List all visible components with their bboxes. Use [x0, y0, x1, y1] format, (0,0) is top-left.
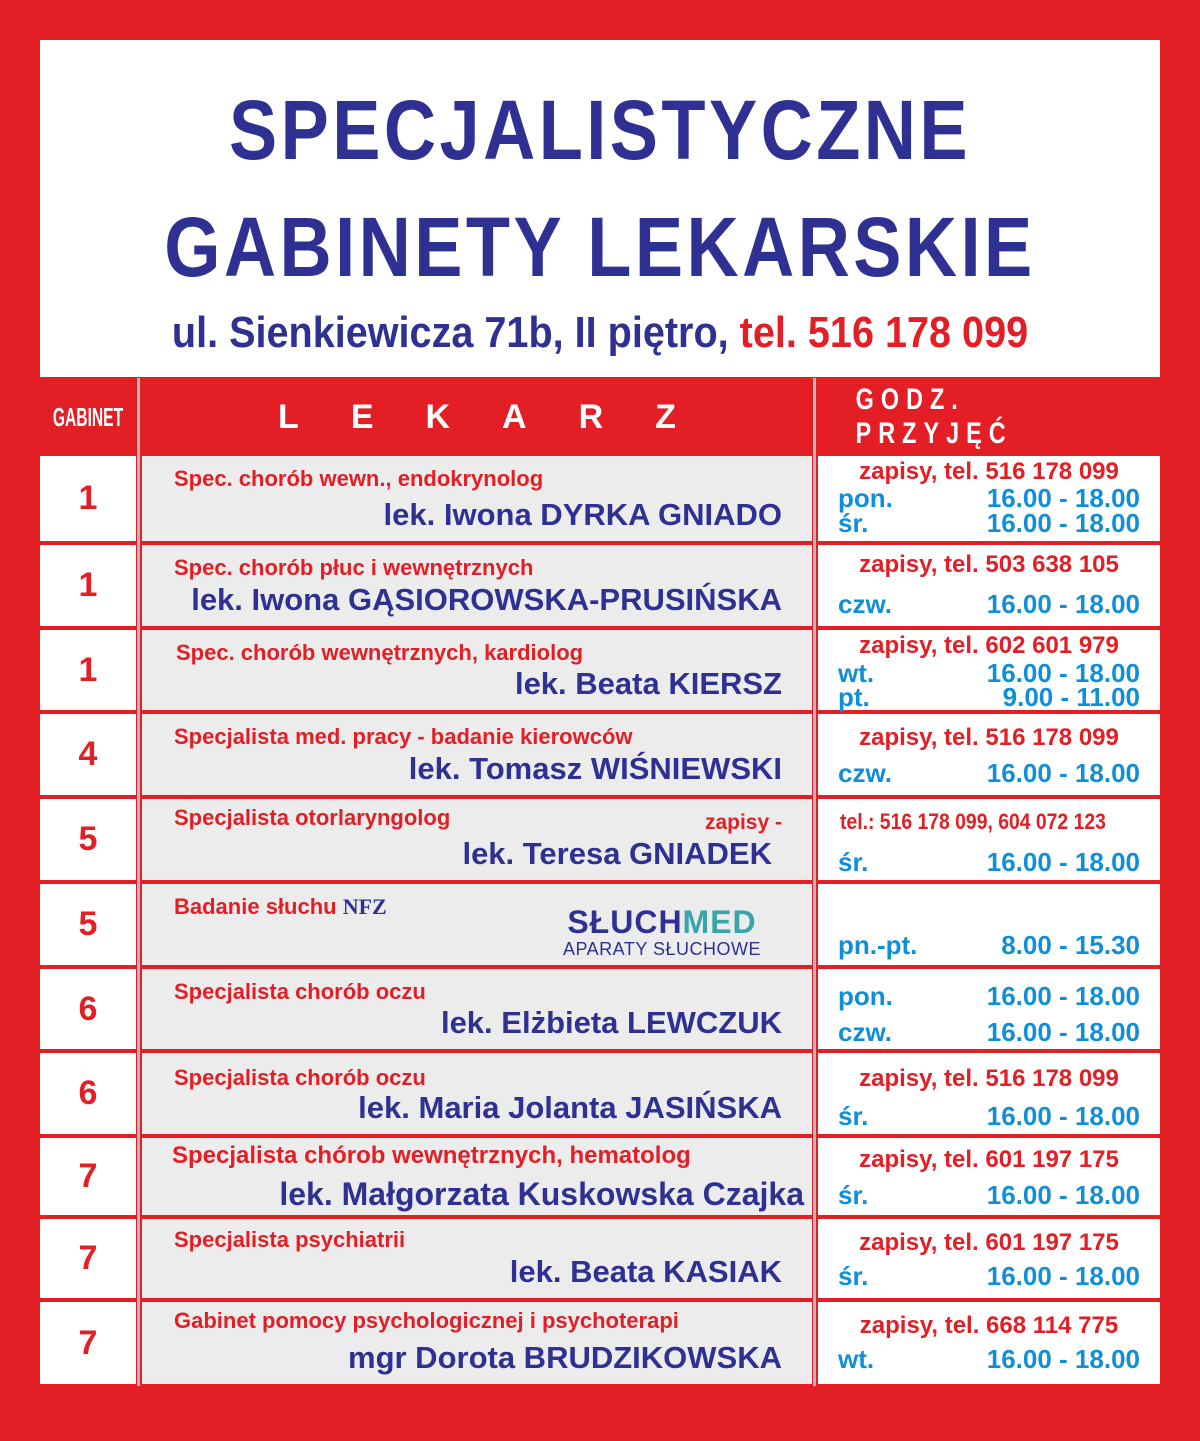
appointment-phone: zapisy, tel. 601 197 175	[859, 1146, 1119, 1173]
hours-line	[838, 508, 1140, 539]
specialty: Specjalista chorób oczu	[174, 1065, 426, 1090]
hours-line	[838, 758, 1140, 789]
specialty: Spec. chorób wewnętrznych, kardiolog	[176, 640, 584, 665]
time: 16.00 - 18.00	[986, 1017, 1140, 1047]
day: pn.-pt.	[838, 930, 918, 960]
day: śr.	[838, 1180, 869, 1210]
specialty: Specjalista med. pracy - badanie kierowców	[174, 724, 633, 749]
time: 16.00 - 18.00	[986, 1101, 1140, 1131]
page-title-line2: GABINETY LEKARSKIE	[164, 200, 1036, 294]
specialty: Specjalista chórob wewnętrznych, hematolog	[172, 1142, 691, 1169]
doctor-name: mgr Dorota BRUDZIKOWSKA	[348, 1340, 782, 1375]
appointment-phone: tel.: 516 178 099, 604 072 123	[840, 809, 1106, 834]
time: 16.00 - 18.00	[986, 508, 1140, 538]
time: 16.00 - 18.00	[986, 1344, 1140, 1374]
day: czw.	[838, 758, 892, 788]
specialty-text: Badanie słuchu	[174, 894, 337, 919]
gabinet-number: 1	[78, 566, 98, 604]
doctor-name: lek. Iwona GĄSIOROWSKA-PRUSIŃSKA	[191, 582, 782, 617]
logo-subtitle: APARATY SŁUCHOWE	[562, 939, 762, 959]
gabinet-number: 7	[78, 1323, 98, 1362]
appointment-phone: zapisy, tel. 602 601 979	[859, 632, 1119, 659]
time: 16.00 - 18.00	[986, 483, 1140, 513]
gabinet-number: 6	[78, 1074, 98, 1112]
time: 16.00 - 18.00	[986, 847, 1140, 877]
zapisy-note: zapisy -	[704, 811, 782, 834]
table-row	[40, 545, 1160, 626]
address-line	[96, 308, 1104, 358]
day: pon.	[838, 981, 893, 1011]
hours-line	[838, 1017, 1140, 1048]
main-phone: tel. 516 178 099	[739, 308, 1029, 357]
hours-line	[838, 981, 1140, 1012]
column-header-lekarz: LEKARZ	[278, 397, 728, 436]
appointment-phone: zapisy, tel. 503 638 105	[859, 551, 1119, 578]
appointment-phone: zapisy, tel. 516 178 099	[859, 458, 1119, 485]
time: 9.00 - 11.00	[1002, 682, 1140, 712]
table-row	[40, 1138, 1160, 1215]
day: wt.	[838, 658, 875, 688]
doctor-name: lek. Elżbieta LEWCZUK	[440, 1005, 782, 1040]
day: wt.	[838, 1344, 875, 1374]
doctor-name: lek. Iwona DYRKA GNIADO	[383, 497, 782, 532]
hours-line	[838, 589, 1140, 620]
hours-line	[838, 1101, 1140, 1132]
table-row	[40, 799, 1160, 880]
appointment-phone: zapisy, tel. 516 178 099	[859, 724, 1119, 751]
logo-main: SŁUCH	[567, 904, 683, 940]
header-panel	[40, 40, 1160, 377]
specialty: Specjalista otorlaryngolog	[174, 805, 451, 830]
time: 16.00 - 18.00	[986, 658, 1140, 688]
doctor-name: lek. Beata KIERSZ	[514, 666, 782, 701]
table-row	[40, 884, 1160, 965]
doctor-name: lek. Małgorzata Kuskowska Czajka	[279, 1176, 804, 1212]
table-row	[40, 969, 1160, 1049]
sluchmed-logo	[542, 904, 782, 960]
table-row	[40, 456, 1160, 541]
page-title-line1: SPECJALISTYCZNE	[228, 83, 972, 177]
time: 16.00 - 18.00	[986, 1261, 1140, 1291]
gabinet-number: 5	[78, 905, 98, 943]
specialty	[174, 894, 387, 920]
logo-accent: MED	[682, 904, 757, 940]
hours-line	[838, 1344, 1140, 1375]
doctor-name: lek. Maria Jolanta JASIŃSKA	[358, 1090, 782, 1125]
day: czw.	[838, 1017, 892, 1047]
day: śr.	[838, 508, 869, 538]
doctor-name: lek. Beata KASIAK	[509, 1254, 782, 1289]
specialty: Specjalista chorób oczu	[174, 979, 426, 1004]
appointment-phone: zapisy, tel. 668 114 775	[859, 1312, 1119, 1339]
table-row	[40, 714, 1160, 795]
nfz-label: NFZ	[342, 894, 387, 919]
gabinet-number: 7	[78, 1157, 98, 1195]
hours-line	[838, 1261, 1140, 1292]
specialty: Spec. chorób płuc i wewnętrznych	[174, 555, 534, 580]
gabinet-number: 6	[78, 989, 98, 1028]
hours-line	[838, 847, 1140, 878]
doctor-name: lek. Tomasz WIŚNIEWSKI	[408, 751, 782, 786]
gabinet-number: 7	[78, 1239, 98, 1277]
specialty: Spec. chorób wewn., endokrynolog	[174, 466, 544, 491]
specialty: Gabinet pomocy psychologicznej i psychoterapi	[174, 1308, 679, 1333]
table-row	[40, 1302, 1160, 1384]
hours-line	[838, 1180, 1140, 1211]
table-row	[40, 630, 1160, 710]
day: śr.	[838, 1101, 869, 1131]
day: pon.	[838, 483, 893, 513]
column-header-godziny: GODZ. PRZYJĘĆ	[855, 383, 1013, 450]
gabinet-number: 1	[78, 650, 98, 689]
time: 8.00 - 15.30	[1001, 930, 1140, 960]
appointment-phone: zapisy, tel. 601 197 175	[859, 1229, 1119, 1256]
specialty: Specjalista psychiatrii	[174, 1227, 406, 1252]
time: 16.00 - 18.00	[986, 981, 1140, 1011]
doctor-name: lek. Teresa GNIADEK	[462, 836, 772, 871]
hours-line	[838, 930, 1140, 961]
gabinet-number: 4	[78, 735, 98, 773]
day: śr.	[838, 847, 869, 877]
day: pt.	[838, 682, 870, 712]
gabinet-number: 5	[78, 820, 98, 858]
table-row	[40, 1053, 1160, 1134]
gabinet-number: 1	[78, 479, 98, 517]
appointment-phone: zapisy, tel. 516 178 099	[859, 1065, 1119, 1092]
address-text: ul. Sienkiewicza 71b, II piętro,	[171, 308, 729, 357]
day: czw.	[838, 589, 892, 619]
table-row	[40, 1219, 1160, 1298]
time: 16.00 - 18.00	[986, 1180, 1140, 1210]
time: 16.00 - 18.00	[986, 589, 1140, 619]
hours-line	[838, 682, 1140, 713]
time: 16.00 - 18.00	[986, 758, 1140, 788]
column-header-gabinet: GABINET	[52, 401, 124, 432]
day: śr.	[838, 1261, 869, 1291]
